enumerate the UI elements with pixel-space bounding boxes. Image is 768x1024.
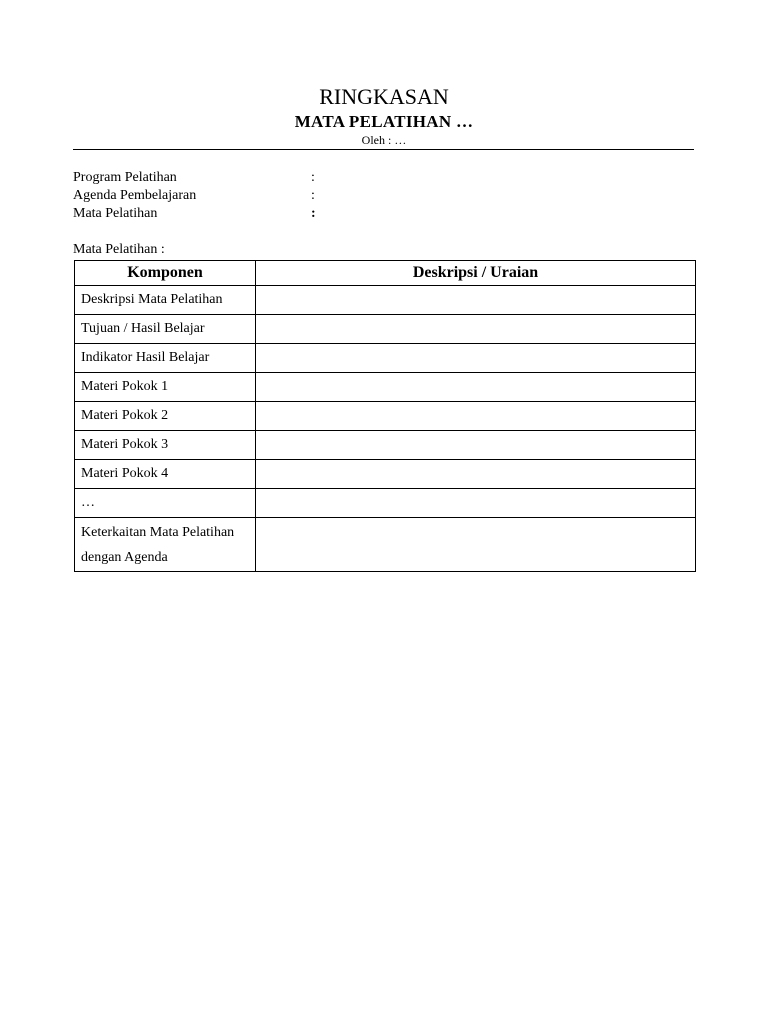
- training-info: [73, 169, 373, 223]
- komponen-cell: Keterkaitan Mata Pelatihan dengan Agenda: [75, 518, 256, 572]
- komponen-cell: Materi Pokok 1: [75, 373, 256, 402]
- komponen-cell: Materi Pokok 2: [75, 402, 256, 431]
- deskripsi-cell[interactable]: [256, 402, 696, 431]
- table-row: [75, 373, 696, 402]
- table-row: [75, 344, 696, 373]
- komponen-cell: …: [75, 489, 256, 518]
- table-header-row: [75, 261, 696, 286]
- deskripsi-cell[interactable]: [256, 431, 696, 460]
- document-subtitle: MATA PELATIHAN …: [294, 112, 474, 131]
- mata-pelatihan-label: Mata Pelatihan: [73, 206, 158, 221]
- header-deskripsi: Deskripsi / Uraian: [256, 261, 696, 286]
- komponen-cell: Deskripsi Mata Pelatihan: [75, 286, 256, 315]
- deskripsi-cell[interactable]: [256, 460, 696, 489]
- document-author: Oleh : …: [361, 133, 407, 147]
- table-caption: Mata Pelatihan :: [73, 242, 165, 257]
- komponen-cell: Materi Pokok 3: [75, 431, 256, 460]
- table-row: [75, 460, 696, 489]
- table-row: [75, 402, 696, 431]
- komponen-cell: Tujuan / Hasil Belajar: [75, 315, 256, 344]
- komponen-cell: Materi Pokok 4: [75, 460, 256, 489]
- program-colon: :: [311, 170, 315, 185]
- deskripsi-cell[interactable]: [256, 344, 696, 373]
- mata-pelatihan-colon: :: [311, 206, 316, 221]
- info-row-mata-pelatihan: [73, 205, 373, 223]
- header-komponen: Komponen: [75, 261, 256, 286]
- deskripsi-cell[interactable]: [256, 373, 696, 402]
- table-row: [75, 518, 696, 572]
- deskripsi-cell[interactable]: [256, 315, 696, 344]
- table-row: [75, 286, 696, 315]
- komponen-cell: Indikator Hasil Belajar: [75, 344, 256, 373]
- agenda-label: Agenda Pembelajaran: [73, 188, 197, 203]
- info-row-agenda: [73, 187, 373, 205]
- document-title: RINGKASAN: [319, 84, 449, 109]
- summary-table: [74, 260, 696, 572]
- table-row: [75, 431, 696, 460]
- header-divider: [73, 149, 694, 150]
- deskripsi-cell[interactable]: [256, 518, 696, 572]
- info-row-program: [73, 169, 373, 187]
- table-row: [75, 489, 696, 518]
- program-label: Program Pelatihan: [73, 170, 177, 185]
- deskripsi-cell[interactable]: [256, 286, 696, 315]
- agenda-colon: :: [311, 188, 315, 203]
- table-row: [75, 315, 696, 344]
- deskripsi-cell[interactable]: [256, 489, 696, 518]
